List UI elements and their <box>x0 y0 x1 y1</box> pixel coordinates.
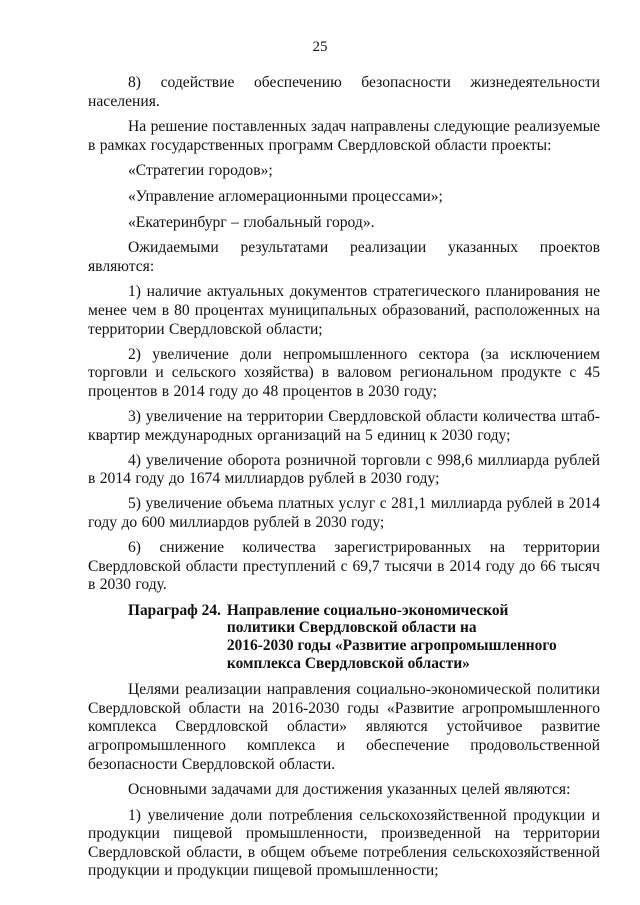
paragraph-projects-intro: На решение поставленных задач направлены следующие реализуемые в рамках государственных программ Свердловской области проекты: <box>88 118 600 154</box>
section-heading <box>88 602 600 672</box>
project-item: «Стратегии городов»; <box>128 162 273 180</box>
page-number: 25 <box>312 39 328 55</box>
document-body <box>88 74 600 888</box>
section-heading-prefix: Параграф 24. <box>128 601 221 619</box>
paragraph-goals: Целями реализации направления социально-экономической политики Свердловской области на 2016-2030 годы «Развитие агропромышленного комплекса Свердловской области» являются устойчивое развитие агропромышленного комплекса и обеспечение продовольственной безопасности Свердловской области. <box>88 681 600 773</box>
paragraph-tasks-intro: Основными задачами для достижения указанных целей являются: <box>128 781 571 799</box>
result-item: 6) снижение количества зарегистрированных на территории Свердловской области преступлений с 69,7 тысячи в 2014 году до 66 тысяч в 2030 году. <box>88 538 600 594</box>
project-item: «Екатеринбург – глобальный город». <box>128 213 375 231</box>
section-heading-line: политики Свердловской области на <box>226 619 477 637</box>
result-item: 3) увеличение на территории Свердловской области количества штаб-квартир международных организаций на 5 единиц к 2030 году; <box>88 407 600 444</box>
result-item: 2) увеличение доли непромышленного сектора (за исключением торговли и сельского хозяйства) в валовом региональном продукте с 45 процентов в 2014 году до 48 процентов в 2030 году; <box>88 345 600 400</box>
task-item: 1) увеличение доли потребления сельскохозяйственной продукции и продукции пищевой промышленности, произведенной на территории Свердловской области, в общем объеме потребления сельскохозяйственной продукции и продукции пищевой промышленности; <box>88 806 600 880</box>
project-item: «Управление агломерационными процессами»; <box>128 187 443 205</box>
section-heading-line: комплекса Свердловской области» <box>226 654 470 672</box>
section-heading-line: 2016-2030 годы «Развитие агропромышленного <box>226 636 557 654</box>
result-item: 5) увеличение объема платных услуг с 281,1 миллиарда рублей в 2014 году до 600 миллиардов рублей в 2030 году; <box>88 495 600 531</box>
section-heading-line: Направление социально-экономической <box>226 601 509 619</box>
result-item: 1) наличие актуальных документов стратегического планирования не менее чем в 80 процентах муниципальных образований, расположенных на территории Свердловской области; <box>88 283 600 338</box>
paragraph-results-intro: Ожидаемыми результатами реализации указанных проектов являются: <box>88 239 600 275</box>
paragraph-item-8: 8) содействие обеспечению безопасности жизнедеятельности населения. <box>88 74 600 110</box>
result-item: 4) увеличение оборота розничной торговли с 998,6 миллиарда рублей в 2014 году до 1674 миллиардов рублей в 2030 году; <box>88 451 600 488</box>
